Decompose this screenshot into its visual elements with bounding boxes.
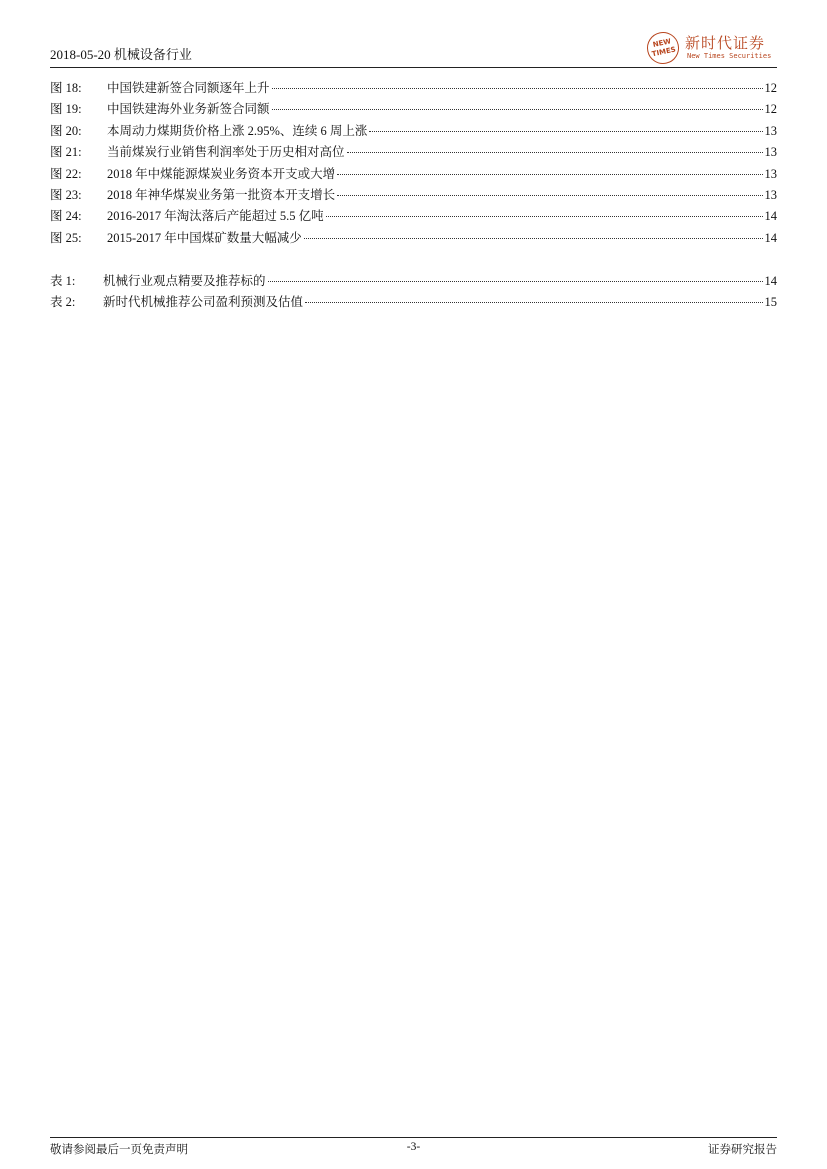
toc-entry-figure-19[interactable] [50,99,777,120]
toc-title: 2016-2017 年淘汰落后产能超过 5.5 亿吨 [107,209,324,224]
toc-page-number: 13 [764,123,777,138]
header-date-industry: 2018-05-20 机械设备行业 [50,47,192,62]
toc-page-number: 14 [764,230,777,245]
toc-label: 表 2: [50,295,76,310]
toc-label: 图 25: [50,230,82,245]
toc-page-number: 13 [764,166,777,181]
toc-label: 图 21: [50,145,82,160]
toc-entry-table-2[interactable] [50,292,777,313]
toc-title: 2018 年神华煤炭业务第一批资本开支增长 [107,187,336,202]
footer-report-type: 证券研究报告 [708,1144,777,1156]
toc-leader-dots [304,238,763,239]
toc-label: 图 18: [50,81,82,95]
toc-label: 表 1: [50,274,76,288]
toc-title: 2015-2017 年中国煤矿数量大幅减少 [107,230,302,245]
toc-title: 中国铁建海外业务新签合同额 [107,102,270,117]
toc-title: 2018 年中煤能源煤炭业务资本开支或大增 [107,166,336,181]
toc-entry-table-1[interactable] [50,271,777,292]
toc-label: 图 20: [50,123,82,138]
toc-page-number: 12 [764,81,777,95]
toc-label: 图 19: [50,102,82,117]
logo-emblem-icon: NEW TIMES [644,29,682,67]
toc-page-number: 14 [764,209,777,224]
toc-leader-dots [272,109,763,110]
toc-entry-figure-21[interactable] [50,142,777,163]
toc-entry-figure-22[interactable] [50,164,777,185]
toc-leader-dots [272,88,763,89]
toc-leader-dots [268,281,763,282]
toc-entry-figure-20[interactable] [50,121,777,142]
toc-label: 图 23: [50,187,82,202]
footer-divider [50,1137,777,1138]
header-divider [50,67,777,68]
toc-leader-dots [347,152,763,153]
toc-leader-dots [337,174,762,175]
toc-entry-figure-24[interactable] [50,206,777,227]
footer-page-number: -3- [406,1141,421,1153]
toc-leader-dots [337,195,762,196]
page-header [50,30,777,66]
toc-title: 当前煤炭行业销售利润率处于历史相对高位 [107,145,345,160]
logo-name-cn: 新时代证券 [685,34,766,52]
toc-leader-dots [326,216,763,217]
toc-leader-dots [369,131,762,132]
toc-title: 本周动力煤期货价格上涨 2.95%、连续 6 周上涨 [107,123,368,138]
toc-title: 机械行业观点精要及推荐标的 [103,274,266,288]
toc-page-number: 15 [764,295,777,310]
toc-leader-dots [305,302,762,303]
toc-page-number: 14 [764,274,777,288]
toc-title: 中国铁建新签合同额逐年上升 [107,81,270,95]
toc-entry-figure-23[interactable] [50,185,777,206]
toc-entry-figure-25[interactable] [50,228,777,249]
company-logo [647,30,777,66]
toc-label: 图 24: [50,209,82,224]
table-list [50,271,777,314]
toc-label: 图 22: [50,166,82,181]
toc-page-number: 12 [764,102,777,117]
page-footer [50,1141,777,1157]
logo-name-en: New Times Securities [687,52,772,60]
footer-disclaimer: 敬请参阅最后一页免责声明 [50,1144,188,1156]
toc-entry-figure-18[interactable] [50,78,777,99]
figure-list [50,78,777,249]
toc-page-number: 13 [764,187,777,202]
toc-title: 新时代机械推荐公司盈利预测及估值 [103,295,304,310]
toc-page-number: 13 [764,145,777,160]
